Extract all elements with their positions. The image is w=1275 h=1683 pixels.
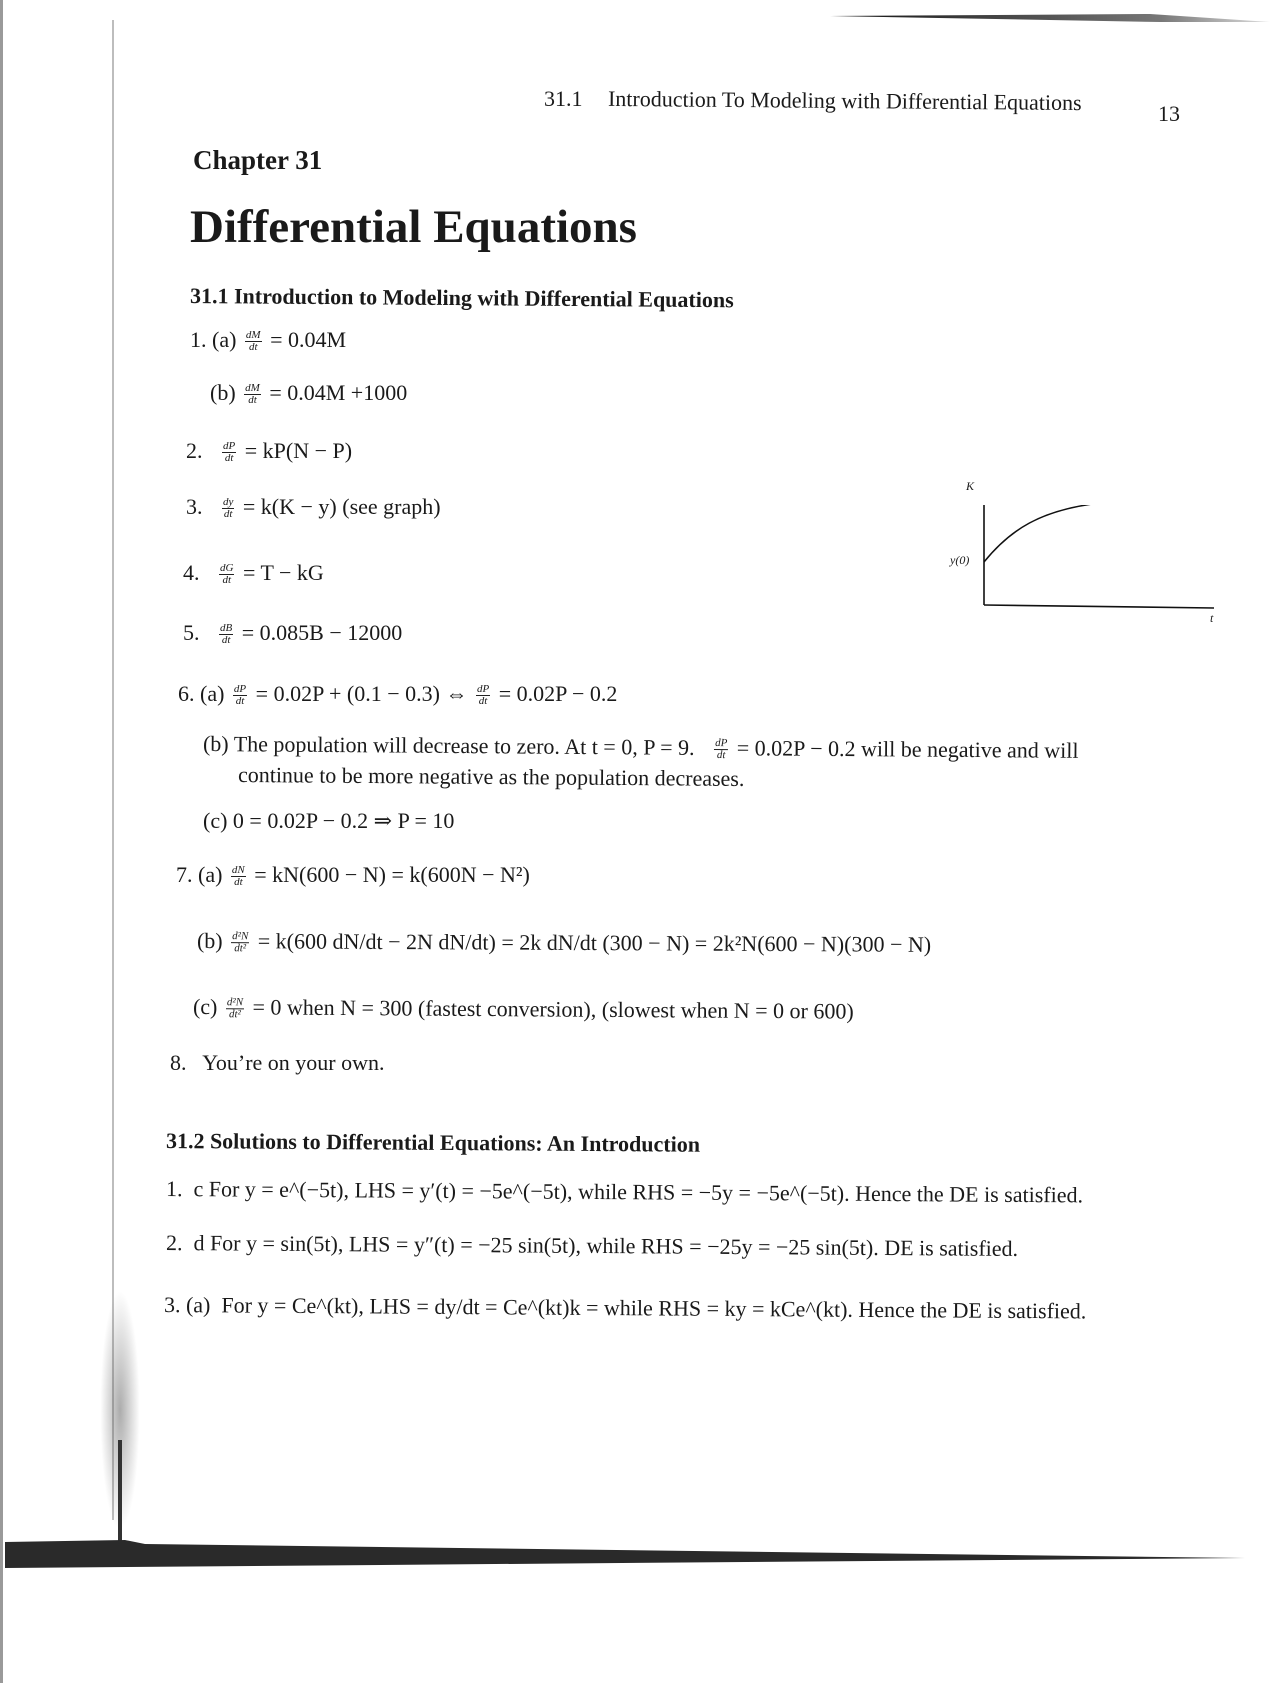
- answer-8: [170, 1050, 385, 1076]
- item-text: The population will decrease to zero. At t = 0, P = 9.: [233, 731, 695, 760]
- fraction: $\frac{\text{d²N}}{\text{dt²}}$: [232, 930, 249, 955]
- answer-1b: [210, 380, 407, 406]
- binding-spine: [118, 1440, 122, 1550]
- chapter-label: Chapter 31: [193, 145, 323, 175]
- section-heading-31-1: 31.1 Introduction to Modeling with Differential Equations: [189, 283, 734, 313]
- item-text: = kP(N − P): [244, 438, 353, 463]
- chapter-title: Differential Equations: [190, 201, 637, 253]
- item-text: = kN(600 − N) = k(600N − N²): [254, 862, 530, 887]
- item-label: (b): [196, 928, 223, 954]
- item-label: 3. (a): [163, 1292, 211, 1318]
- answer-6b: [203, 731, 1079, 764]
- answer-5: [183, 620, 402, 646]
- page-number: 13: [1158, 101, 1180, 126]
- item-label: (c): [192, 994, 218, 1020]
- item-text: 0 = 0.02P − 0.2 ⇒ P = 10: [232, 808, 455, 833]
- fraction: $\frac{dN}{dt}$: [231, 864, 245, 889]
- item-label: 6. (a): [178, 681, 225, 706]
- item-label: 8.: [170, 1050, 187, 1075]
- answer-7a: [176, 862, 530, 888]
- graph-label-y0: y(0): [950, 553, 970, 567]
- item-text: = 0.04M +1000: [269, 380, 408, 405]
- fraction: $\frac{dP}{dt}$: [715, 737, 728, 762]
- solution-3a: [164, 1292, 1087, 1324]
- item-text: = T − kG: [242, 560, 324, 585]
- item-label: (b): [210, 380, 236, 405]
- solution-2: [166, 1230, 1018, 1262]
- item-label: 7. (a): [176, 862, 223, 887]
- fraction: $\frac{dB}{dt}$: [220, 622, 233, 647]
- item-text: = 0.02P + (0.1 − 0.3) ⇔: [255, 681, 468, 706]
- item-label: (b): [202, 731, 229, 757]
- answer-7b: [197, 928, 931, 958]
- answer-6c: [203, 808, 454, 834]
- fraction: $\frac{dy}{dt}$: [223, 496, 234, 521]
- item-label: 3.: [186, 494, 203, 519]
- solution-curve: [984, 505, 1230, 562]
- item-text: d For y = sin(5t), LHS = y″(t) = −25 sin(5t), while RHS = −25y = −25 sin(5t). DE is satisfied.: [193, 1230, 1019, 1261]
- answer-7c: [193, 994, 854, 1025]
- solution-1: [166, 1176, 1083, 1208]
- fraction: $\frac{dP}{dt}$: [476, 683, 490, 708]
- item-text: For y = Ce^(kt), LHS = dy/dt = Ce^(kt)k = while RHS = ky = kCe^(kt). Hence the DE is satisfied.: [221, 1292, 1087, 1324]
- answer-4: [183, 560, 324, 586]
- fraction: $\frac{dM}{dt}$: [245, 382, 260, 407]
- item-label: (c): [203, 808, 228, 833]
- item-text: = k(K − y) (see graph): [242, 494, 441, 519]
- graph-label-t: t: [1210, 611, 1214, 625]
- item-label: 4.: [183, 560, 200, 585]
- section-heading-31-2: 31.2 Solutions to Differential Equations: An Introduction: [165, 1128, 701, 1157]
- item-text: c For y = e^(−5t), LHS = y′(t) = −5e^(−5t), while RHS = −5y = −5e^(−5t). Hence the DE is satisfied.: [193, 1176, 1084, 1208]
- item-text: = 0.04M: [270, 327, 347, 352]
- item-text: You’re on your own.: [202, 1050, 385, 1075]
- answer-1a: [190, 327, 346, 353]
- running-header-section-number: 31.1: [544, 86, 583, 111]
- graph-label-k: K: [966, 479, 975, 493]
- running-header-title: Introduction To Modeling with Differential Equations: [607, 85, 1082, 116]
- graph-canvas: [900, 505, 1230, 645]
- item-label: 1. (a): [190, 327, 237, 352]
- fraction: $\frac{dP}{dt}$: [233, 683, 247, 708]
- item-text: = 0.085B − 12000: [241, 620, 403, 645]
- answer-3: [186, 494, 441, 520]
- item-label: 2.: [165, 1230, 183, 1256]
- fraction: $\frac{dM}{dt}$: [245, 329, 261, 354]
- item-text: = 0.02P − 0.2 will be negative and will: [736, 735, 1079, 763]
- item-label: 1.: [165, 1176, 183, 1202]
- scan-edge: [0, 0, 3, 1683]
- item-text: = 0.02P − 0.2: [498, 681, 618, 706]
- x-axis: [984, 605, 1214, 608]
- answer-6b-continued: continue to be more negative as the population decreases.: [237, 762, 745, 791]
- scan-shadow-top: [830, 12, 1270, 28]
- answer-6a: [178, 681, 617, 707]
- item-label: 2.: [186, 438, 203, 463]
- item-text: = k(600 dN/dt − 2N dN/dt) = 2k dN/dt (300 − N) = 2k²N(600 − N)(300 − N): [257, 928, 932, 957]
- fraction: $\frac{dP}{dt}$: [223, 440, 236, 465]
- item-label: 5.: [183, 620, 200, 645]
- logistic-graph: [900, 479, 1230, 645]
- item-text: = 0 when N = 300 (fastest conversion), (slowest when N = 0 or 600): [252, 994, 854, 1024]
- fraction: $\frac{\text{d²N}}{\text{dt²}}$: [226, 996, 244, 1021]
- fraction: $\frac{dG}{dt}$: [220, 562, 234, 587]
- scan-shadow-bottom: [5, 1540, 1255, 1570]
- answer-2: [186, 438, 352, 464]
